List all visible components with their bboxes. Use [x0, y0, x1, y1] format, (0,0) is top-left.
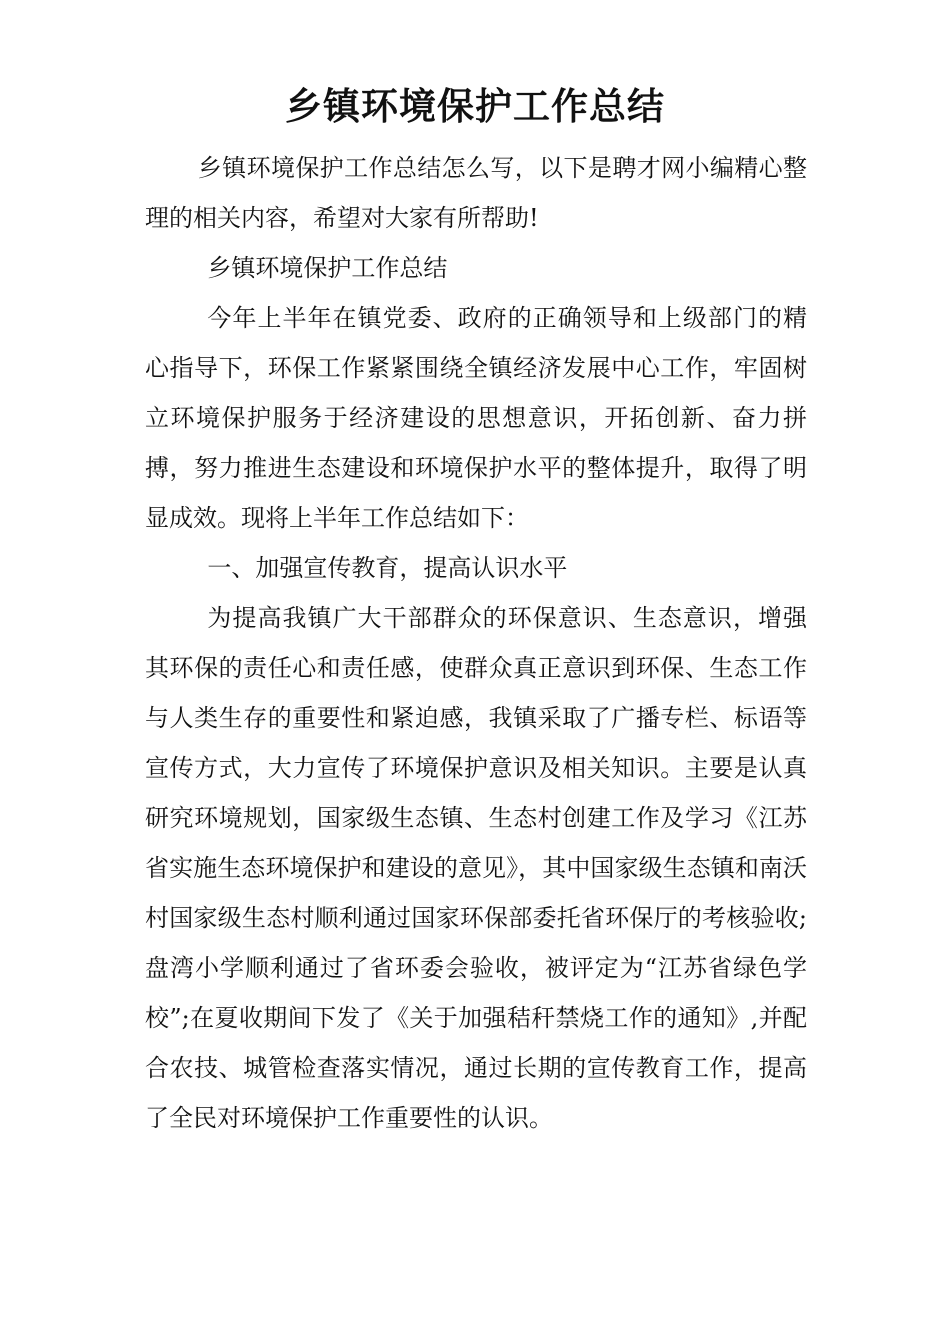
- subtitle-paragraph: 乡镇环境保护工作总结: [207, 254, 448, 282]
- document-title: 乡镇环境保护工作总结: [285, 84, 665, 128]
- section-heading: 一、加强宣传教育，提高认识水平: [207, 554, 568, 582]
- document-body: [145, 143, 807, 1143]
- section-paragraph: 为提高我镇广大干部群众的环保意识、生态意识，增强其环保的责任心和责任感，使群众真正意识到环保、生态工作与人类生存的重要性和紧迫感，我镇采取了广播专栏、标语等宣传方式，大力宣传了环境保护意识及相关知识。主要是认真研究环境规划，国家级生态镇、生态村创建工作及学习《江苏省实施生态环境保护和建设的意见》，其中国家级生态镇和南沃村国家级生态村顺利通过国家环保部委托省环保厅的考核验收;盘湾小学顺利通过了省环委会验收，被评定为“江苏省绿色学校”;在夏收期间下发了《关于加强秸秆禁烧工作的通知》,并配合农技、城管检查落实情况，通过长期的宣传教育工作，提高了全民对环境保护工作重要性的认识。: [145, 604, 807, 1132]
- summary-paragraph: 今年上半年在镇党委、政府的正确领导和上级部门的精心指导下，环保工作紧紧围绕全镇经济发展中心工作，牢固树立环境保护服务于经济建设的思想意识，开拓创新、奋力拼搏，努力推进生态建设和环境保护水平的整体提升，取得了明显成效。现将上半年工作总结如下：: [145, 304, 807, 532]
- intro-paragraph: 乡镇环境保护工作总结怎么写，以下是聘才网小编精心整理的相关内容，希望对大家有所帮助!: [145, 154, 807, 232]
